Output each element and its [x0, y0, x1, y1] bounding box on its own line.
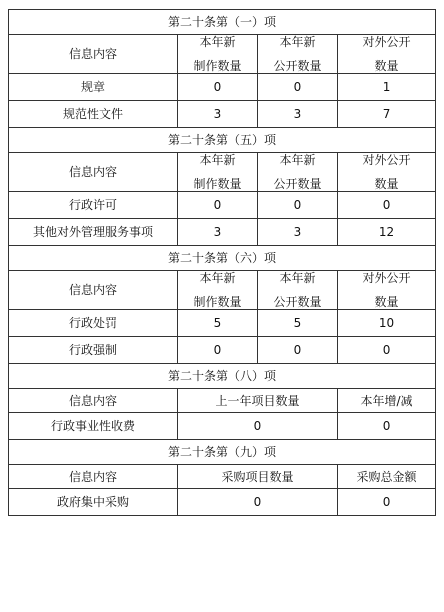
row-value: 3	[258, 219, 338, 246]
disclosure-document	[8, 9, 435, 606]
table-row	[9, 413, 436, 440]
header-info-content: 信息内容	[9, 271, 178, 310]
row-label: 规章	[9, 74, 178, 101]
table-row	[9, 101, 436, 128]
header-new-created-count: 本年新 制作数量	[178, 271, 258, 310]
row-value: 5	[178, 310, 258, 337]
header-new-published-count: 本年新 公开数量	[258, 153, 338, 192]
row-value: 0	[178, 413, 338, 440]
row-value: 10	[338, 310, 436, 337]
header-new-published-count: 本年新 公开数量	[258, 35, 338, 74]
row-value: 0	[178, 74, 258, 101]
row-value: 0	[258, 337, 338, 364]
table-row	[9, 74, 436, 101]
section-20-8-table	[8, 363, 436, 440]
row-label: 行政强制	[9, 337, 178, 364]
header-external-public-count: 对外公开 数量	[338, 271, 436, 310]
row-value: 7	[338, 101, 436, 128]
section-20-1-table	[8, 9, 436, 128]
header-external-public-count: 对外公开 数量	[338, 153, 436, 192]
table-row	[9, 489, 436, 516]
row-label: 政府集中采购	[9, 489, 178, 516]
row-value: 3	[178, 219, 258, 246]
row-label: 行政处罚	[9, 310, 178, 337]
header-info-content: 信息内容	[9, 35, 178, 74]
row-value: 12	[338, 219, 436, 246]
table-row	[9, 310, 436, 337]
row-label: 其他对外管理服务事项	[9, 219, 178, 246]
row-value: 0	[178, 489, 338, 516]
row-value: 0	[338, 413, 436, 440]
row-value: 3	[258, 101, 338, 128]
row-label: 行政事业性收费	[9, 413, 178, 440]
header-change-this-year: 本年增/减	[338, 389, 436, 413]
section-title: 第二十条第（五）项	[9, 128, 436, 153]
row-value: 1	[338, 74, 436, 101]
section-title: 第二十条第（九）项	[9, 440, 436, 465]
row-value: 0	[258, 74, 338, 101]
row-value: 5	[258, 310, 338, 337]
section-20-6-table	[8, 245, 436, 364]
row-label: 规范性文件	[9, 101, 178, 128]
table-row	[9, 219, 436, 246]
header-new-published-count: 本年新 公开数量	[258, 271, 338, 310]
header-info-content: 信息内容	[9, 153, 178, 192]
row-value: 0	[258, 192, 338, 219]
row-value: 0	[178, 337, 258, 364]
row-value: 0	[178, 192, 258, 219]
section-20-9-table	[8, 439, 436, 516]
table-row	[9, 192, 436, 219]
row-value: 0	[338, 192, 436, 219]
row-value: 3	[178, 101, 258, 128]
row-label: 行政许可	[9, 192, 178, 219]
section-title: 第二十条第（一）项	[9, 10, 436, 35]
row-value: 0	[338, 489, 436, 516]
section-20-5-table	[8, 127, 436, 246]
header-external-public-count: 对外公开 数量	[338, 35, 436, 74]
header-info-content: 信息内容	[9, 465, 178, 489]
header-procurement-count: 采购项目数量	[178, 465, 338, 489]
header-new-created-count: 本年新 制作数量	[178, 35, 258, 74]
header-info-content: 信息内容	[9, 389, 178, 413]
header-last-year-count: 上一年项目数量	[178, 389, 338, 413]
row-value: 0	[338, 337, 436, 364]
table-row	[9, 337, 436, 364]
section-title: 第二十条第（六）项	[9, 246, 436, 271]
section-title: 第二十条第（八）项	[9, 364, 436, 389]
header-new-created-count: 本年新 制作数量	[178, 153, 258, 192]
header-procurement-total: 采购总金额	[338, 465, 436, 489]
